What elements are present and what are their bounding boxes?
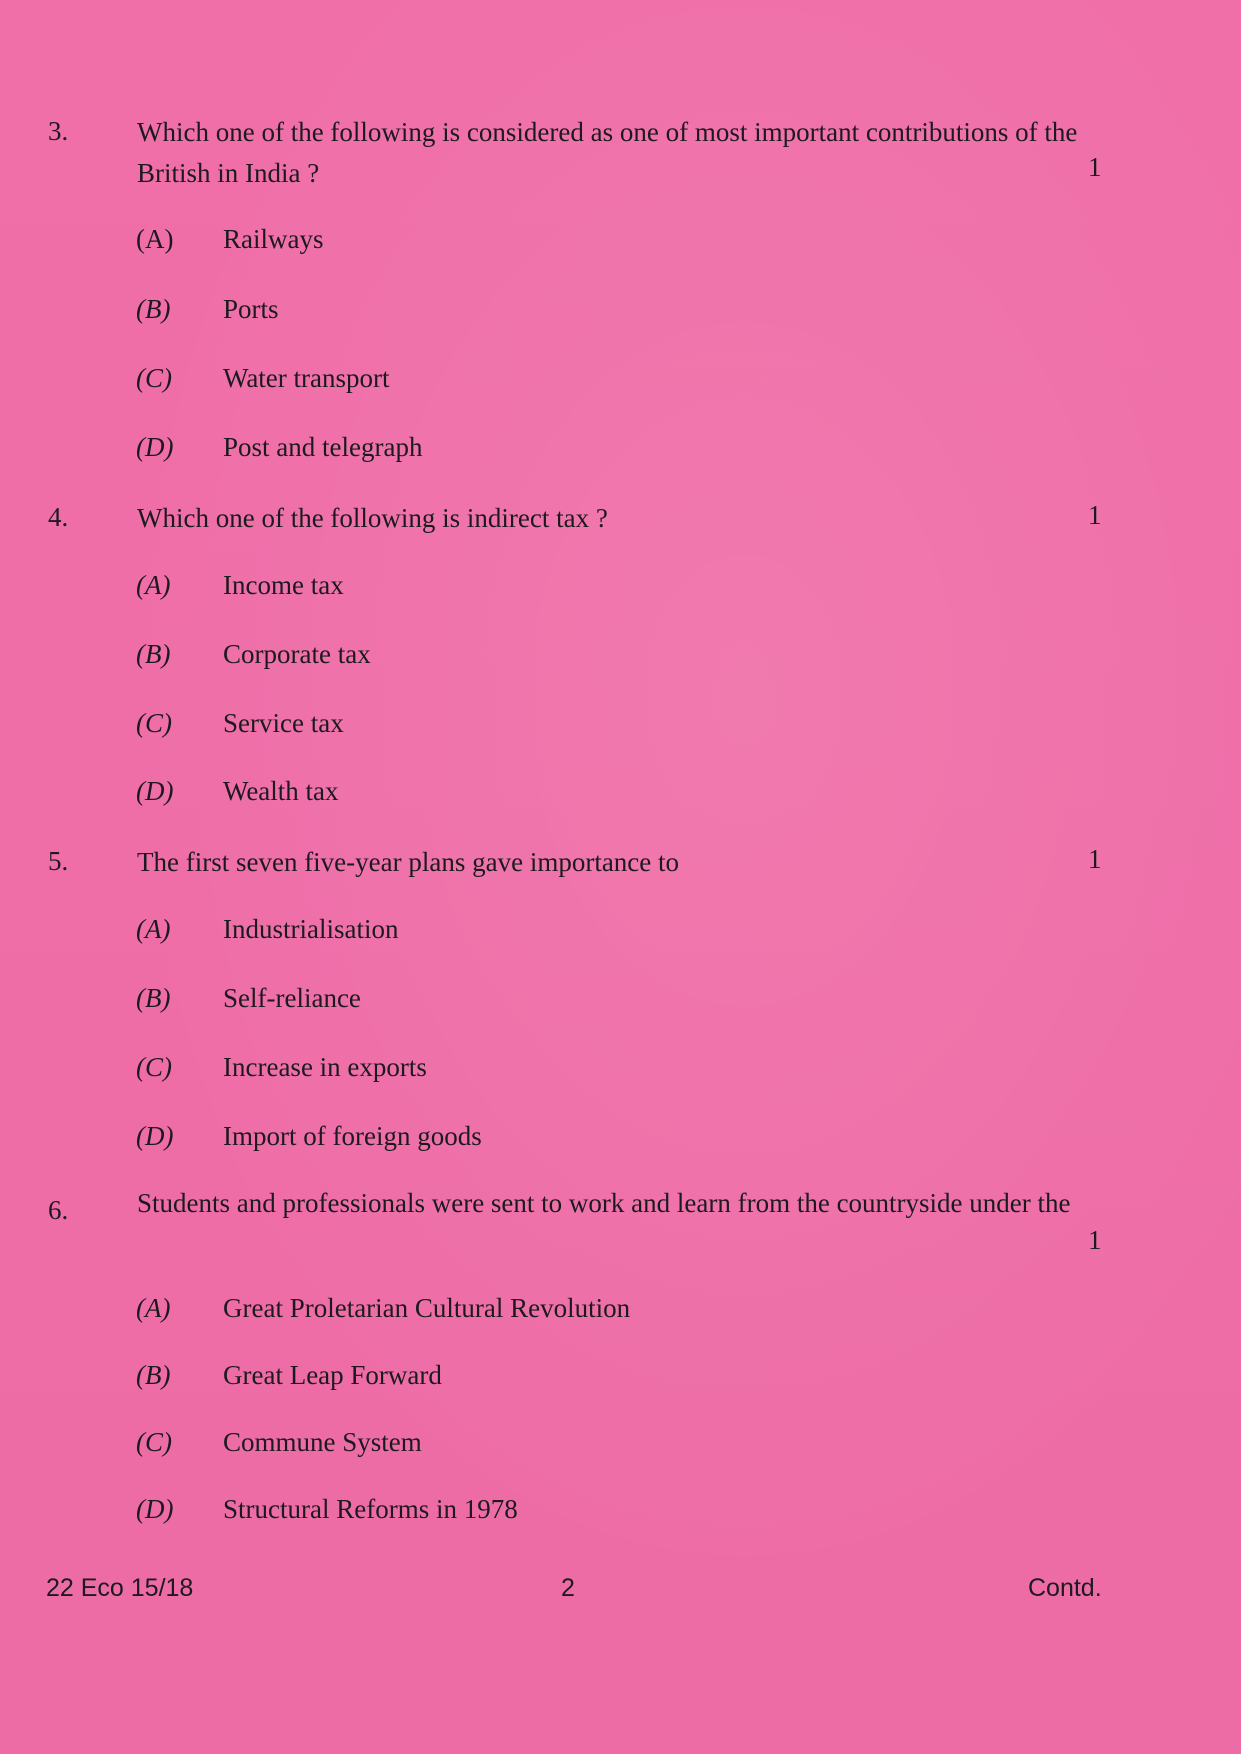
option-c: [0, 1427, 1241, 1467]
option-c: [0, 708, 1241, 748]
question-text: Which one of the following is considered as one of most important contributions of the British in India ?: [137, 117, 1078, 188]
option-letter: (D): [136, 1494, 174, 1524]
option-letter: (C): [136, 1052, 172, 1082]
option-letter: (D): [136, 1121, 174, 1151]
option-letter: (A): [136, 914, 171, 944]
option-letter: (C): [136, 708, 172, 738]
option-text: Self-reliance: [223, 983, 361, 1013]
option-d: [0, 1494, 1241, 1534]
option-text: Import of foreign goods: [223, 1121, 482, 1151]
option-d: [0, 776, 1241, 816]
question-text: Students and professionals were sent to work and learn from the countryside under the: [137, 1188, 1071, 1218]
option-text: Great Leap Forward: [223, 1360, 442, 1390]
option-text: Great Proletarian Cultural Revolution: [223, 1293, 631, 1323]
option-text: Ports: [223, 294, 279, 324]
option-b: [0, 1360, 1241, 1400]
option-text: Income tax: [223, 570, 344, 600]
option-letter: (D): [136, 776, 174, 806]
option-text: Railways: [223, 224, 324, 254]
option-letter: (A): [136, 1293, 171, 1323]
option-b: [0, 639, 1241, 679]
option-letter: (A): [136, 224, 174, 254]
question-marks: 1: [1088, 500, 1102, 530]
question-number: 6.: [48, 1195, 69, 1225]
option-text: Service tax: [223, 708, 344, 738]
option-letter: (A): [136, 570, 171, 600]
option-a: [0, 914, 1241, 954]
option-c: [0, 363, 1241, 403]
option-text: Water transport: [223, 363, 390, 393]
question-number: 5.: [48, 846, 69, 876]
option-text: Increase in exports: [223, 1052, 427, 1082]
option-b: [0, 294, 1241, 334]
option-letter: (D): [136, 432, 174, 462]
option-text: Post and telegraph: [223, 432, 423, 462]
option-c: [0, 1052, 1241, 1092]
option-text: Commune System: [223, 1427, 422, 1457]
option-a: [0, 570, 1241, 610]
option-letter: (B): [136, 639, 171, 669]
option-a: [0, 224, 1241, 264]
option-letter: (B): [136, 294, 171, 324]
option-letter: (C): [136, 1427, 172, 1457]
option-text: Structural Reforms in 1978: [223, 1494, 518, 1524]
option-b: [0, 983, 1241, 1023]
question-text: Which one of the following is indirect tax ?: [137, 503, 608, 533]
option-d: [0, 1121, 1241, 1161]
question-text: The first seven five-year plans gave importance to: [137, 847, 680, 877]
question-number: 4.: [48, 502, 69, 532]
option-letter: (B): [136, 983, 171, 1013]
option-d: [0, 432, 1241, 472]
option-text: Wealth tax: [223, 776, 339, 806]
question-marks: 1: [1088, 1225, 1102, 1255]
option-letter: (B): [136, 1360, 171, 1390]
paper-code: 22 Eco 15/18: [46, 1574, 194, 1602]
option-letter: (C): [136, 363, 172, 393]
page-number: 2: [561, 1574, 575, 1602]
question-marks: 1: [1088, 844, 1102, 874]
continued-label: Contd.: [1028, 1574, 1102, 1602]
option-text: Corporate tax: [223, 639, 371, 669]
option-text: Industrialisation: [223, 914, 399, 944]
question-number: 3.: [48, 116, 69, 146]
option-a: [0, 1293, 1241, 1333]
question-marks: 1: [1088, 152, 1102, 182]
